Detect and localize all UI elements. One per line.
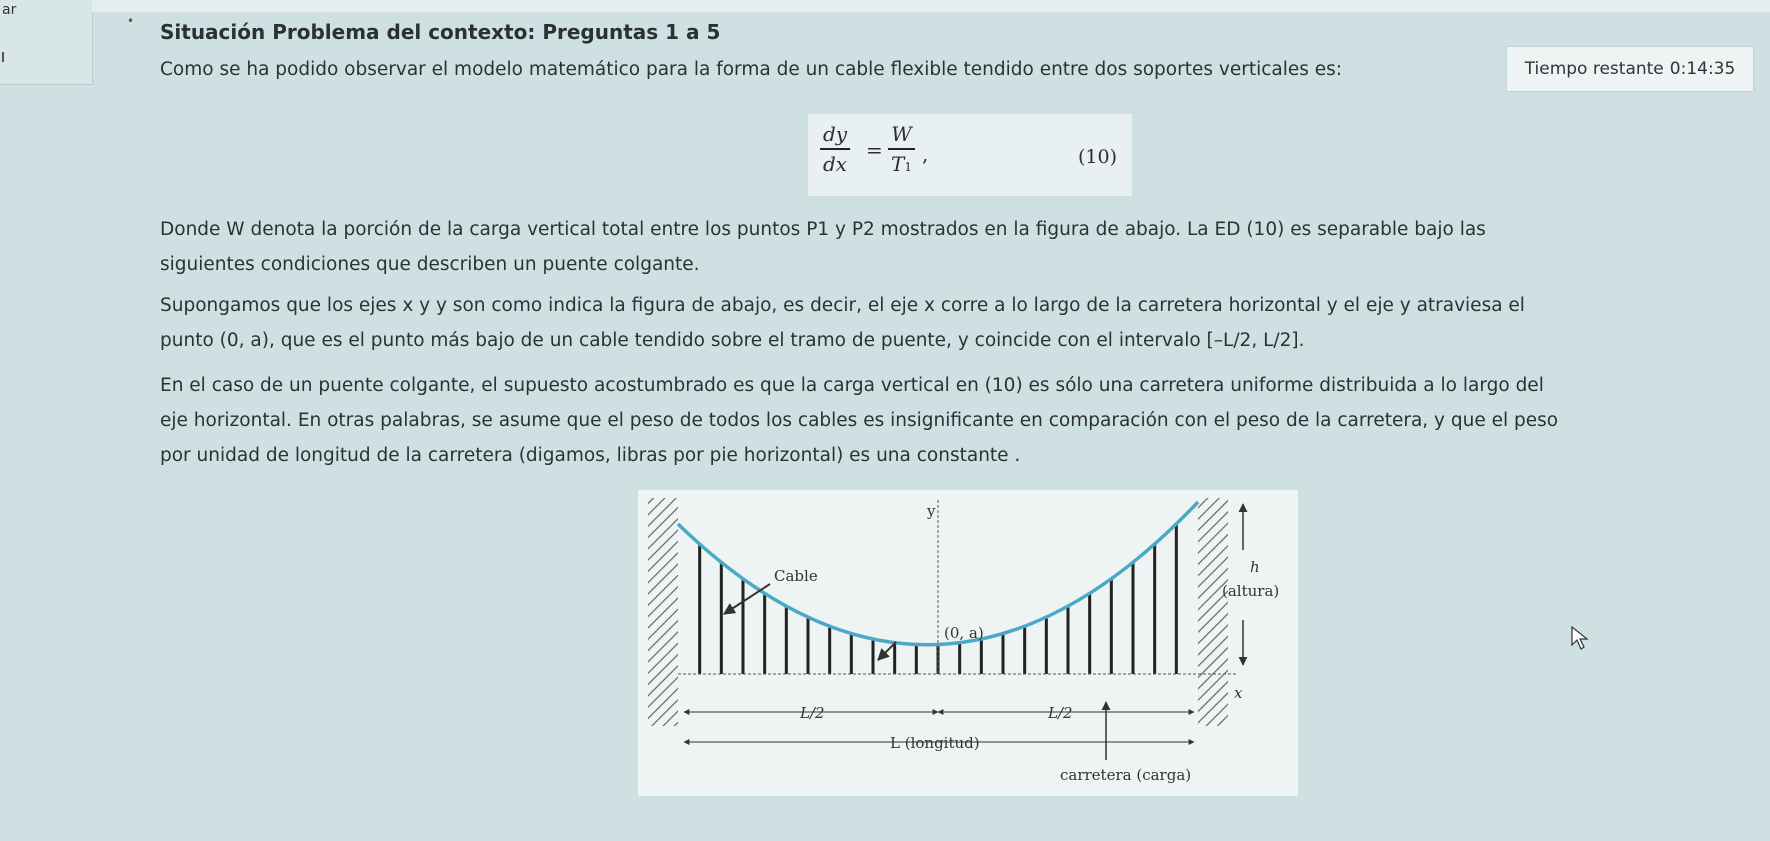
timer-value: 0:14:35	[1669, 59, 1736, 79]
cable-pointer-arrow	[724, 584, 770, 614]
equation-equals: =	[866, 138, 883, 162]
equation-rhs-denominator	[888, 150, 915, 176]
label-cable: Cable	[774, 567, 818, 585]
equation-lhs-numerator: dy	[823, 122, 848, 146]
label-y-axis: y	[927, 502, 936, 520]
label-h: h	[1250, 558, 1260, 576]
paragraph-2-line-1: Supongamos que los ejes x y y son como indica la figura de abajo, es decir, el eje x corre a lo largo de la carretera horizontal y el eje y atraviesa el	[160, 295, 1525, 316]
intro-line: Como se ha podido observar el modelo matemático para la forma de un cable flexible tendido entre dos soportes verticales es:	[160, 59, 1343, 80]
page-title: Situación Problema del contexto: Preguntas 1 a 5	[160, 20, 721, 44]
equation-rhs-numerator: W	[891, 122, 912, 146]
label-altura: (altura)	[1222, 582, 1280, 600]
top-band	[92, 0, 1770, 12]
left-panel-edge	[0, 0, 93, 85]
timer-label: Tiempo restante	[1524, 59, 1664, 79]
left-support	[648, 498, 678, 726]
equation-10	[808, 114, 1132, 196]
equation-rhs-den-sub: 1	[904, 159, 912, 174]
bullet-dot: •	[127, 14, 135, 28]
paragraph-2	[160, 288, 1525, 358]
label-half-right: L/2	[1048, 704, 1073, 722]
mouse-cursor-icon	[1570, 625, 1590, 651]
timer-box	[1506, 46, 1754, 92]
bridge-diagram	[638, 490, 1298, 796]
cable-curve	[678, 502, 1198, 645]
paragraph-2-line-2: punto (0, a), que es el punto más bajo de un cable tendido sobre el tramo de puente, y coincide con el intervalo [–L/2, L/2].	[160, 330, 1305, 351]
label-x-axis: x	[1234, 684, 1243, 702]
left-panel-fragment: ar	[2, 2, 17, 18]
paragraph-3	[160, 368, 1558, 473]
suspension-bridge-figure	[638, 490, 1298, 796]
equation-number: (10)	[1078, 146, 1118, 168]
label-half-left: L/2	[800, 704, 825, 722]
equation-lhs-fraction	[820, 122, 850, 176]
paragraph-1	[160, 212, 1486, 282]
equation-comma: ,	[922, 142, 929, 166]
left-panel-mark	[2, 52, 4, 62]
equation-lhs-denominator: dx	[823, 151, 848, 176]
label-road: carretera (carga)	[1060, 766, 1192, 784]
intro-text	[160, 52, 1342, 87]
label-length: L (longitud)	[890, 734, 980, 752]
equation-rhs-den-main: T	[891, 151, 905, 176]
paragraph-3-line-1: En el caso de un puente colgante, el supuesto acostumbrado es que la carga vertical en (10) es sólo una carretera uniforme distribuida a lo largo del	[160, 375, 1544, 396]
equation-rhs-fraction	[888, 122, 915, 176]
paragraph-3-line-2: eje horizontal. En otras palabras, se asume que el peso de todos los cables es insignificante en comparación con el peso de la carretera, y que el peso	[160, 410, 1559, 431]
right-support	[1198, 498, 1228, 726]
label-point: (0, a)	[944, 624, 984, 642]
paragraph-1-line-1: Donde W denota la porción de la carga vertical total entre los puntos P1 y P2 mostrados en la figura de abajo. La ED (10) es separable bajo las	[160, 219, 1486, 240]
paragraph-1-line-2: siguientes condiciones que describen un puente colgante.	[160, 254, 700, 275]
paragraph-3-line-3: por unidad de longitud de la carretera (digamos, libras por pie horizontal) es una constante .	[160, 445, 1021, 466]
